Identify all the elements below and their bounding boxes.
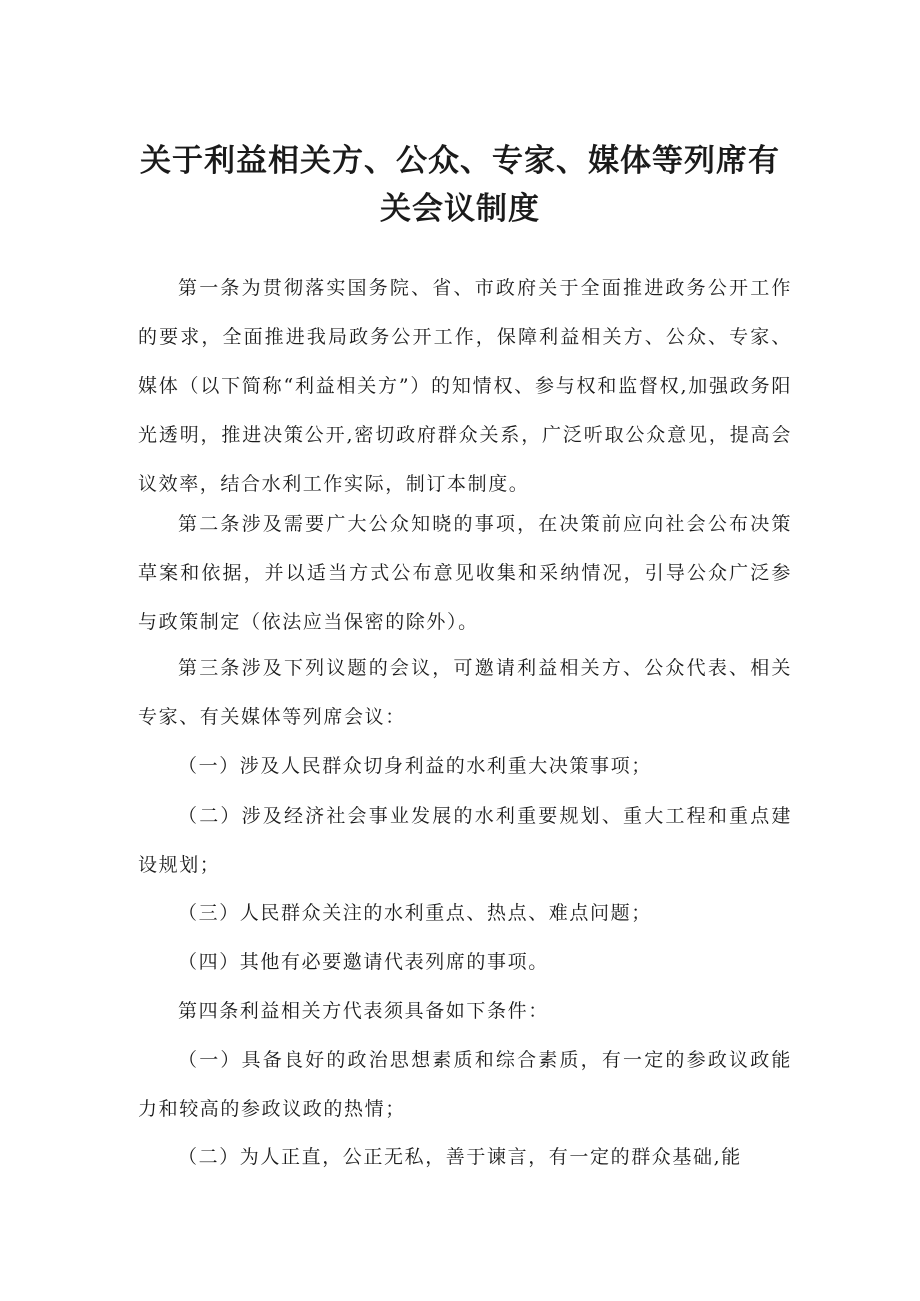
paragraph-item-2: （二）涉及经济社会事业发展的水利重要规划、重大工程和重点建设规划；: [138, 805, 792, 876]
title-line-1: 关于利益相关方、公众、专家、媒体等列席有: [140, 143, 780, 179]
paragraph-item-4: （四）其他有必要邀请代表列席的事项。: [178, 951, 549, 973]
paragraph-article-1: 第一条为贯彻落实国务院、省、市政府关于全面推进政务公开工作的要求，全面推进我局政务公开工作，保障利益相关方、公众、专家、媒体（以下简称“利益相关方”）的知情权、参与权和监督权,加强政务阳光透明，推进决策公开,密切政府群众关系，广泛听取公众意见，提高会议效率，结合水利工作实际，制订本制度。: [138, 277, 792, 495]
title-line-2: 关会议制度: [380, 191, 540, 227]
paragraph-article-2: 第二条涉及需要广大公众知晓的事项，在决策前应向社会公布决策草案和依据，并以适当方式公布意见收集和采纳情况，引导公众广泛参与政策制定（依法应当保密的除外）。: [138, 513, 792, 633]
paragraph-article-4: 第四条利益相关方代表须具备如下条件：: [178, 1000, 549, 1022]
paragraph-item-3: （三）人民群众关注的水利重点、热点、难点问题；: [178, 902, 652, 924]
document-title: [130, 137, 790, 233]
paragraph-item-1: （一）涉及人民群众切身利益的水利重大决策事项；: [178, 755, 652, 777]
paragraph-article-3: 第三条涉及下列议题的会议，可邀请利益相关方、公众代表、相关专家、有关媒体等列席会议：: [138, 657, 792, 728]
paragraph-condition-1: （一）具备良好的政治思想素质和综合素质，有一定的参政议政能力和较高的参政议政的热情；: [138, 1049, 792, 1120]
paragraph-condition-2: （二）为人正直，公正无私，善于谏言，有一定的群众基础,能: [178, 1146, 742, 1168]
